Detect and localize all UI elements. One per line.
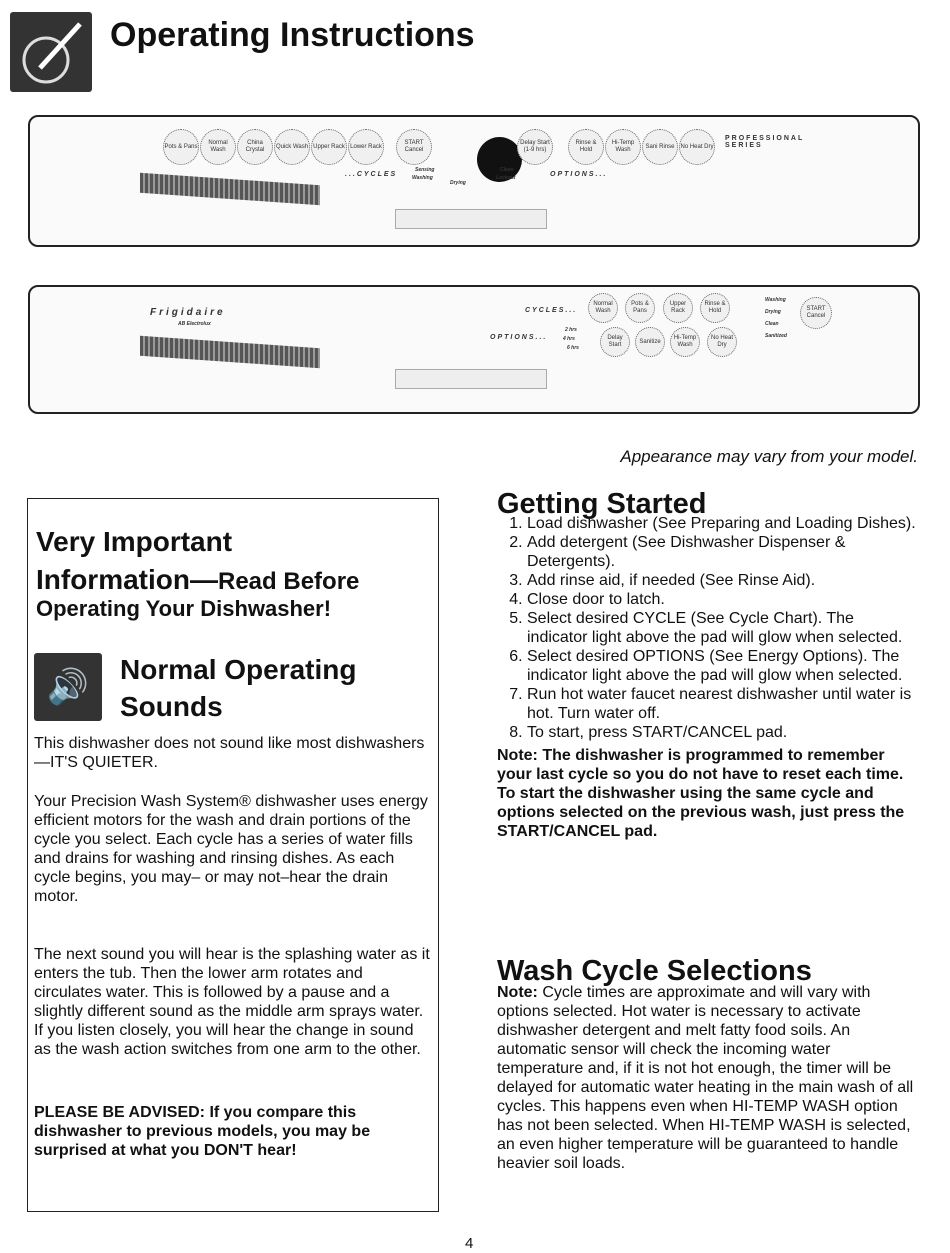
status-clean: Clean: [500, 167, 514, 173]
important-info-box: [27, 498, 439, 1212]
panel-display: [395, 209, 547, 229]
pad: Normal Wash: [588, 293, 618, 323]
pad: No Heat Dry: [707, 327, 737, 357]
cycles-label: ...CYCLES: [345, 171, 398, 178]
options-label: OPTIONS...: [490, 334, 548, 341]
programmed-note: Note: The dishwasher is programmed to remember your last cycle so you do not have to reset each time. To start the dishwasher using the same cycle and options selected on the previous wash, just press the START/CANCEL pad.: [497, 747, 905, 840]
advisory-paragraph: PLEASE BE ADVISED: If you compare this dishwasher to previous models, you may be surprised at what you DON'T hear!: [34, 1104, 371, 1159]
status-washing: Washing: [412, 175, 433, 181]
sounds-paragraph: Your Precision Wash System® dishwasher uses energy efficient motors for the wash and drain portions of the cycle you select. Each cycle has a series of water fills and drains for washing and rinsing dishes. As each cycle begins, you may– or may not–hear the drain motor.: [34, 793, 428, 905]
important-subheading: Operating Your Dishwasher!: [36, 596, 332, 621]
pad: Pots & Pans: [163, 129, 199, 165]
delay-6hrs: 6 hrs: [567, 345, 579, 351]
pad: Sani Rinse: [642, 129, 678, 165]
heading-line1: Very Important: [36, 526, 233, 557]
status-lockout: Lockout: [496, 175, 516, 181]
pad: Hi-Temp Wash: [605, 129, 641, 165]
pad: START Cancel: [800, 297, 832, 329]
pad: Delay Start: [600, 327, 630, 357]
list-item: 5. Select desired CYCLE (See Cycle Chart). The indicator light above the pad will glow when selected.: [527, 609, 917, 647]
status-sensing: Sensing: [415, 167, 435, 173]
heading-line2b: Read Before: [218, 568, 360, 595]
list-item: 7. Run hot water faucet nearest dishwasher until water is hot. Turn water off.: [527, 685, 917, 723]
wash-cycle-heading: Wash Cycle Selections: [497, 955, 812, 987]
wash-note: [497, 983, 917, 1173]
pad: Rinse & Hold: [568, 129, 604, 165]
pad: Hi-Temp Wash: [670, 327, 700, 357]
frigidaire-logo: Frigidaire: [150, 307, 226, 318]
steps-list: [497, 514, 917, 742]
page-title: Operating Instructions: [110, 16, 475, 54]
list-item: 4. Close door to latch.: [527, 590, 917, 609]
sound-waves-icon: 🔊: [34, 653, 102, 721]
pad: Normal Wash: [200, 129, 236, 165]
list-item: 3. Add rinse aid, if needed (See Rinse Aid).: [527, 571, 917, 590]
appearance-caption: Appearance may vary from your model.: [620, 447, 918, 466]
status-drying: Drying: [765, 309, 781, 315]
status-washing: Washing: [765, 297, 786, 303]
getting-started-section: [497, 488, 917, 841]
wash-cycle-section: [497, 955, 917, 1173]
pad: Quick Wash: [274, 129, 310, 165]
important-heading: [36, 523, 359, 601]
panel-handle-graphic: [140, 336, 320, 369]
page-number: 4: [465, 1235, 474, 1252]
options-label: OPTIONS...: [550, 171, 608, 178]
pad: START Cancel: [396, 129, 432, 165]
list-item: 6. Select desired OPTIONS (See Energy Options). The indicator light above the pad will glow when selected.: [527, 647, 917, 685]
list-item: 8. To start, press START/CANCEL pad.: [527, 723, 917, 742]
sounds-paragraph: This dishwasher does not sound like most dishwashers—IT'S QUIETER.: [34, 735, 425, 771]
control-panel-standard: [28, 285, 920, 414]
delay-4hrs: 4 hrs: [563, 336, 575, 342]
brand-label: PROFESSIONAL SERIES: [725, 135, 805, 149]
pad: Delay Start (1-9 hrs): [517, 129, 553, 165]
pad: Upper Rack: [663, 293, 693, 323]
panel-handle-graphic: [140, 173, 320, 206]
sounds-heading: Normal Operating Sounds: [120, 654, 357, 722]
note-label: Note:: [497, 984, 538, 1001]
pad: Rinse & Hold: [700, 293, 730, 323]
heading-line2: Information—: [36, 564, 218, 595]
cycles-label: CYCLES...: [525, 307, 578, 314]
control-panel-professional: [28, 115, 920, 247]
status-sanitized: Sanitized: [765, 333, 787, 339]
note-text: Cycle times are approximate and will vary with options selected. Hot water is necessary to activate dishwasher detergent and melt fatty food soils. An automatic sensor will check the incoming water temperature and, if it is not hot enough, the timer will be delayed for automatic water heating in the main wash of all cycles. This happens even when HI-TEMP WASH option has not been selected. When HI-TEMP WASH is selected, an even higher temperature will be guaranteed to handle heavier soil loads.: [497, 984, 914, 1172]
pen-check-icon: [10, 12, 92, 92]
list-item: 2. Add detergent (See Dishwasher Dispenser & Detergents).: [527, 533, 917, 571]
pad: No Heat Dry: [679, 129, 715, 165]
list-item: 1. Load dishwasher (See Preparing and Loading Dishes).: [527, 514, 917, 533]
delay-2hrs: 2 hrs: [565, 327, 577, 333]
getting-started-heading: Getting Started: [497, 488, 707, 520]
pad: China Crystal: [237, 129, 273, 165]
status-clean: Clean: [765, 321, 779, 327]
sounds-paragraph: The next sound you will hear is the splashing water as it enters the tub. Then the lower arm rotates and circulates water. This is followed by a pause and a slightly different sound as the middle arm sprays water. If you listen closely, you will hear the change in sound as the wash action switches from one arm to the other.: [34, 946, 430, 1058]
electrolux-logo: AB Electrolux: [178, 321, 211, 327]
status-drying: Drying: [450, 180, 466, 186]
pad: Pots & Pans: [625, 293, 655, 323]
pad: Sanitize: [635, 327, 665, 357]
panel-display: [395, 369, 547, 389]
pad: Upper Rack: [311, 129, 347, 165]
pad: Lower Rack: [348, 129, 384, 165]
